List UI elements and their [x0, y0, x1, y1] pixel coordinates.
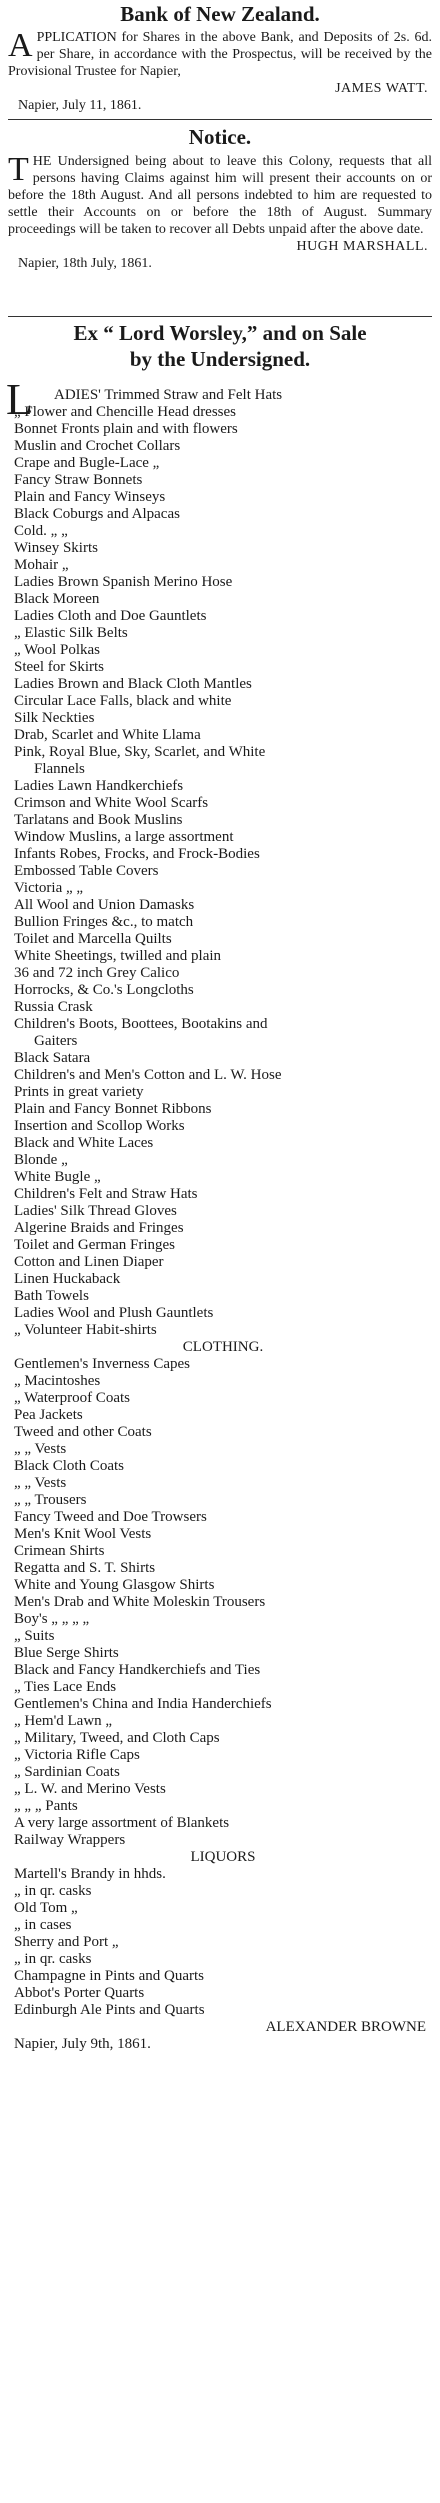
- sale-list-item: „ in cases: [14, 1917, 72, 1933]
- sale-list-item: Men's Knit Wool Vests: [14, 1526, 152, 1542]
- sale-list-item: „ Military, Tweed, and Cloth Caps: [14, 1730, 220, 1746]
- sale-list-item: ALEXANDER BROWNE: [265, 2019, 426, 2035]
- sale-list-item: Crimean Shirts: [14, 1543, 105, 1559]
- sale-list-item: Black and White Laces: [14, 1135, 154, 1151]
- sale-list-item: Toilet and Marcella Quilts: [14, 931, 172, 947]
- sale-list-item: Tarlatans and Book Muslins: [14, 812, 183, 828]
- sale-list-item: Mohair „: [14, 557, 69, 573]
- sale-list-item: Tweed and other Coats: [14, 1424, 152, 1440]
- sale-list-item: 36 and 72 inch Grey Calico: [14, 965, 180, 981]
- sale-list-item: „ Flower and Chencille Head dresses: [14, 404, 237, 420]
- sale-list-item: „ L. W. and Merino Vests: [14, 1781, 166, 1797]
- divider-rule: [8, 119, 432, 120]
- bank-notice-title: Bank of New Zealand.: [120, 2, 320, 26]
- bank-notice: [8, 2, 432, 114]
- sale-list-item: Infants Robes, Frocks, and Frock-Bodies: [14, 846, 260, 862]
- sale-list-item: „ Hem'd Lawn „: [14, 1713, 113, 1729]
- sale-list-item: „ in qr. casks: [14, 1951, 92, 1967]
- sale-list-item: CLOTHING.: [182, 1339, 264, 1355]
- sale-list-item: Black Moreen: [14, 591, 100, 607]
- sale-list-item: All Wool and Union Damasks: [14, 897, 195, 913]
- sale-title-line1: Ex “ Lord Worsley,” and on Sale: [73, 321, 367, 345]
- sale-list-item: Window Muslins, a large assortment: [14, 829, 234, 845]
- sale-list-item: Russia Crask: [14, 999, 93, 1015]
- sale-list-item: „ Waterproof Coats: [14, 1390, 130, 1406]
- sale-list-item: Gentlemen's China and India Handerchiefs: [14, 1696, 272, 1712]
- sale-list-item: Sherry and Port „: [14, 1934, 119, 1950]
- bank-notice-body: [8, 29, 432, 80]
- sale-list-item: Crape and Bugle-Lace „: [14, 455, 160, 471]
- sale-list-item: Insertion and Scollop Works: [14, 1118, 185, 1134]
- sale-list-item: „ „ Trousers: [14, 1492, 87, 1508]
- sale-list-item: Cold. „ „: [14, 523, 68, 539]
- sale-list-item: Gaiters: [34, 1033, 78, 1049]
- sale-list-item: Edinburgh Ale Pints and Quarts: [14, 2002, 205, 2018]
- sale-list-item: Ladies' Silk Thread Gloves: [14, 1203, 177, 1219]
- sale-list-item: White and Young Glasgow Shirts: [14, 1577, 215, 1593]
- sale-list-item: Crimson and White Wool Scarfs: [14, 795, 209, 811]
- sale-list-item: ADIES' Trimmed Straw and Felt Hats: [54, 387, 283, 403]
- sale-list-item: Blonde „: [14, 1152, 68, 1168]
- sale-list-item: White Sheetings, twilled and plain: [14, 948, 222, 964]
- sale-list-item: „ Wool Polkas: [14, 642, 101, 658]
- sale-list-item: Champagne in Pints and Quarts: [14, 1968, 204, 1984]
- sale-list-item: Circular Lace Falls, black and white: [14, 693, 232, 709]
- sale-list-item: „ „ Vests: [14, 1475, 67, 1491]
- sale-list-item: Flannels: [34, 761, 85, 777]
- sale-list-item: Prints in great variety: [14, 1084, 144, 1100]
- sale-list-item: „ in qr. casks: [14, 1883, 92, 1899]
- sale-list-item: Drab, Scarlet and White Llama: [14, 727, 201, 743]
- sale-list-item: Algerine Braids and Fringes: [14, 1220, 184, 1236]
- marshall-notice: [8, 124, 432, 272]
- sale-list-item: Railway Wrappers: [14, 1832, 126, 1848]
- sale-list-item: Fancy Straw Bonnets: [14, 472, 143, 488]
- sale-list-item: „ Volunteer Habit-shirts: [14, 1322, 157, 1338]
- sale-list-item: Men's Drab and White Moleskin Trousers: [14, 1594, 266, 1610]
- bank-notice-date: Napier, July 11, 1861.: [18, 98, 142, 113]
- sale-list-item: „ Ties Lace Ends: [14, 1679, 117, 1695]
- sale-list-item: Plain and Fancy Winseys: [14, 489, 166, 505]
- sale-dropcap: L: [6, 375, 33, 424]
- sale-list-item: Regatta and S. T. Shirts: [14, 1560, 156, 1576]
- sale-list-item: Children's and Men's Cotton and L. W. Hose: [14, 1067, 282, 1083]
- sale-title-line2: by the Undersigned.: [129, 347, 311, 371]
- sale-list-item: Toilet and German Fringes: [14, 1237, 175, 1253]
- sale-list-item: Old Tom „: [14, 1900, 78, 1916]
- sale-list-item: Embossed Table Covers: [14, 863, 159, 879]
- sale-item-list: [14, 387, 432, 2053]
- sale-list-item: Ladies Lawn Handkerchiefs: [14, 778, 184, 794]
- sale-list-item: „ „ Vests: [14, 1441, 67, 1457]
- marshall-notice-text: HE Undersigned being about to leave this Colony, requests that all persons having Claims against him will present their accounts on or before the 18th August. And all persons indebted to him are requested to settle their Accounts on or before the 18th of August. Summary proceedings will be taken to recover all Debts unpaid after the above date.: [8, 154, 432, 237]
- sale-advert: [8, 320, 432, 372]
- sale-list-item: Black Satara: [14, 1050, 91, 1066]
- sale-list-item: Winsey Skirts: [14, 540, 98, 556]
- sale-list-item: „ Macintoshes: [14, 1373, 101, 1389]
- bank-notice-dropcap: A: [8, 27, 33, 64]
- sale-list-item: „ Sardinian Coats: [14, 1764, 120, 1780]
- divider-rule: [8, 316, 432, 317]
- sale-list-item: Muslin and Crochet Collars: [14, 438, 181, 454]
- marshall-notice-body: [8, 153, 432, 238]
- bank-notice-signature: JAMES WATT.: [335, 81, 428, 96]
- marshall-notice-signature: HUGH MARSHALL.: [296, 239, 428, 254]
- sale-list-item: Plain and Fancy Bonnet Ribbons: [14, 1101, 212, 1117]
- sale-list-item: Cotton and Linen Diaper: [14, 1254, 164, 1270]
- sale-list-item: Victoria „ „: [14, 880, 84, 896]
- sale-list-item: LIQUORS: [190, 1849, 256, 1865]
- sale-list-item: Boy's „ „ „ „: [14, 1611, 90, 1627]
- sale-list-item: Blue Serge Shirts: [14, 1645, 119, 1661]
- marshall-notice-title: Notice.: [188, 125, 252, 149]
- sale-list-item: Children's Boots, Boottees, Bootakins and: [14, 1016, 268, 1032]
- sale-list-item: Black Coburgs and Alpacas: [14, 506, 180, 522]
- bank-notice-text: PPLICATION for Shares in the above Bank, and Deposits of 2s. 6d. per Share, in accordance with the Prospectus, will be received by the Provisional Trustee for Napier,: [8, 30, 432, 79]
- sale-list-item: Gentlemen's Inverness Capes: [14, 1356, 190, 1372]
- sale-list-item: Horrocks, & Co.'s Longcloths: [14, 982, 194, 998]
- sale-list-item: „ Suits: [14, 1628, 55, 1644]
- sale-list-item: „ Elastic Silk Belts: [14, 625, 128, 641]
- marshall-notice-dropcap: T: [8, 151, 29, 188]
- sale-list-item: „ Victoria Rifle Caps: [14, 1747, 140, 1763]
- sale-list-item: „ „ „ Pants: [14, 1798, 78, 1814]
- sale-list-item: Bonnet Fronts plain and with flowers: [14, 421, 238, 437]
- sale-list-item: Bath Towels: [14, 1288, 89, 1304]
- sale-list-item: Bullion Fringes &c., to match: [14, 914, 194, 930]
- sale-list-item: Abbot's Porter Quarts: [14, 1985, 145, 2001]
- sale-list-item: White Bugle „: [14, 1169, 101, 1185]
- sale-list-item: Fancy Tweed and Doe Trowsers: [14, 1509, 207, 1525]
- sale-list-item: Ladies Brown Spanish Merino Hose: [14, 574, 233, 590]
- sale-list-item: A very large assortment of Blankets: [14, 1815, 230, 1831]
- sale-list-item: Ladies Cloth and Doe Gauntlets: [14, 608, 207, 624]
- sale-list-item: Linen Huckaback: [14, 1271, 121, 1287]
- sale-list-item: Pink, Royal Blue, Sky, Scarlet, and White: [14, 744, 266, 760]
- sale-list-item: Black and Fancy Handkerchiefs and Ties: [14, 1662, 261, 1678]
- sale-list-item: Ladies Wool and Plush Gauntlets: [14, 1305, 214, 1321]
- marshall-notice-date: Napier, 18th July, 1861.: [18, 256, 152, 271]
- sale-list-item: Black Cloth Coats: [14, 1458, 124, 1474]
- sale-list-item: Martell's Brandy in hhds.: [14, 1866, 166, 1882]
- sale-list-item: Napier, July 9th, 1861.: [14, 2036, 151, 2052]
- sale-list-item: Steel for Skirts: [14, 659, 104, 675]
- sale-list-item: Children's Felt and Straw Hats: [14, 1186, 198, 1202]
- sale-list-item: Pea Jackets: [14, 1407, 83, 1423]
- sale-list-item: Silk Neckties: [14, 710, 95, 726]
- sale-list-item: Ladies Brown and Black Cloth Mantles: [14, 676, 252, 692]
